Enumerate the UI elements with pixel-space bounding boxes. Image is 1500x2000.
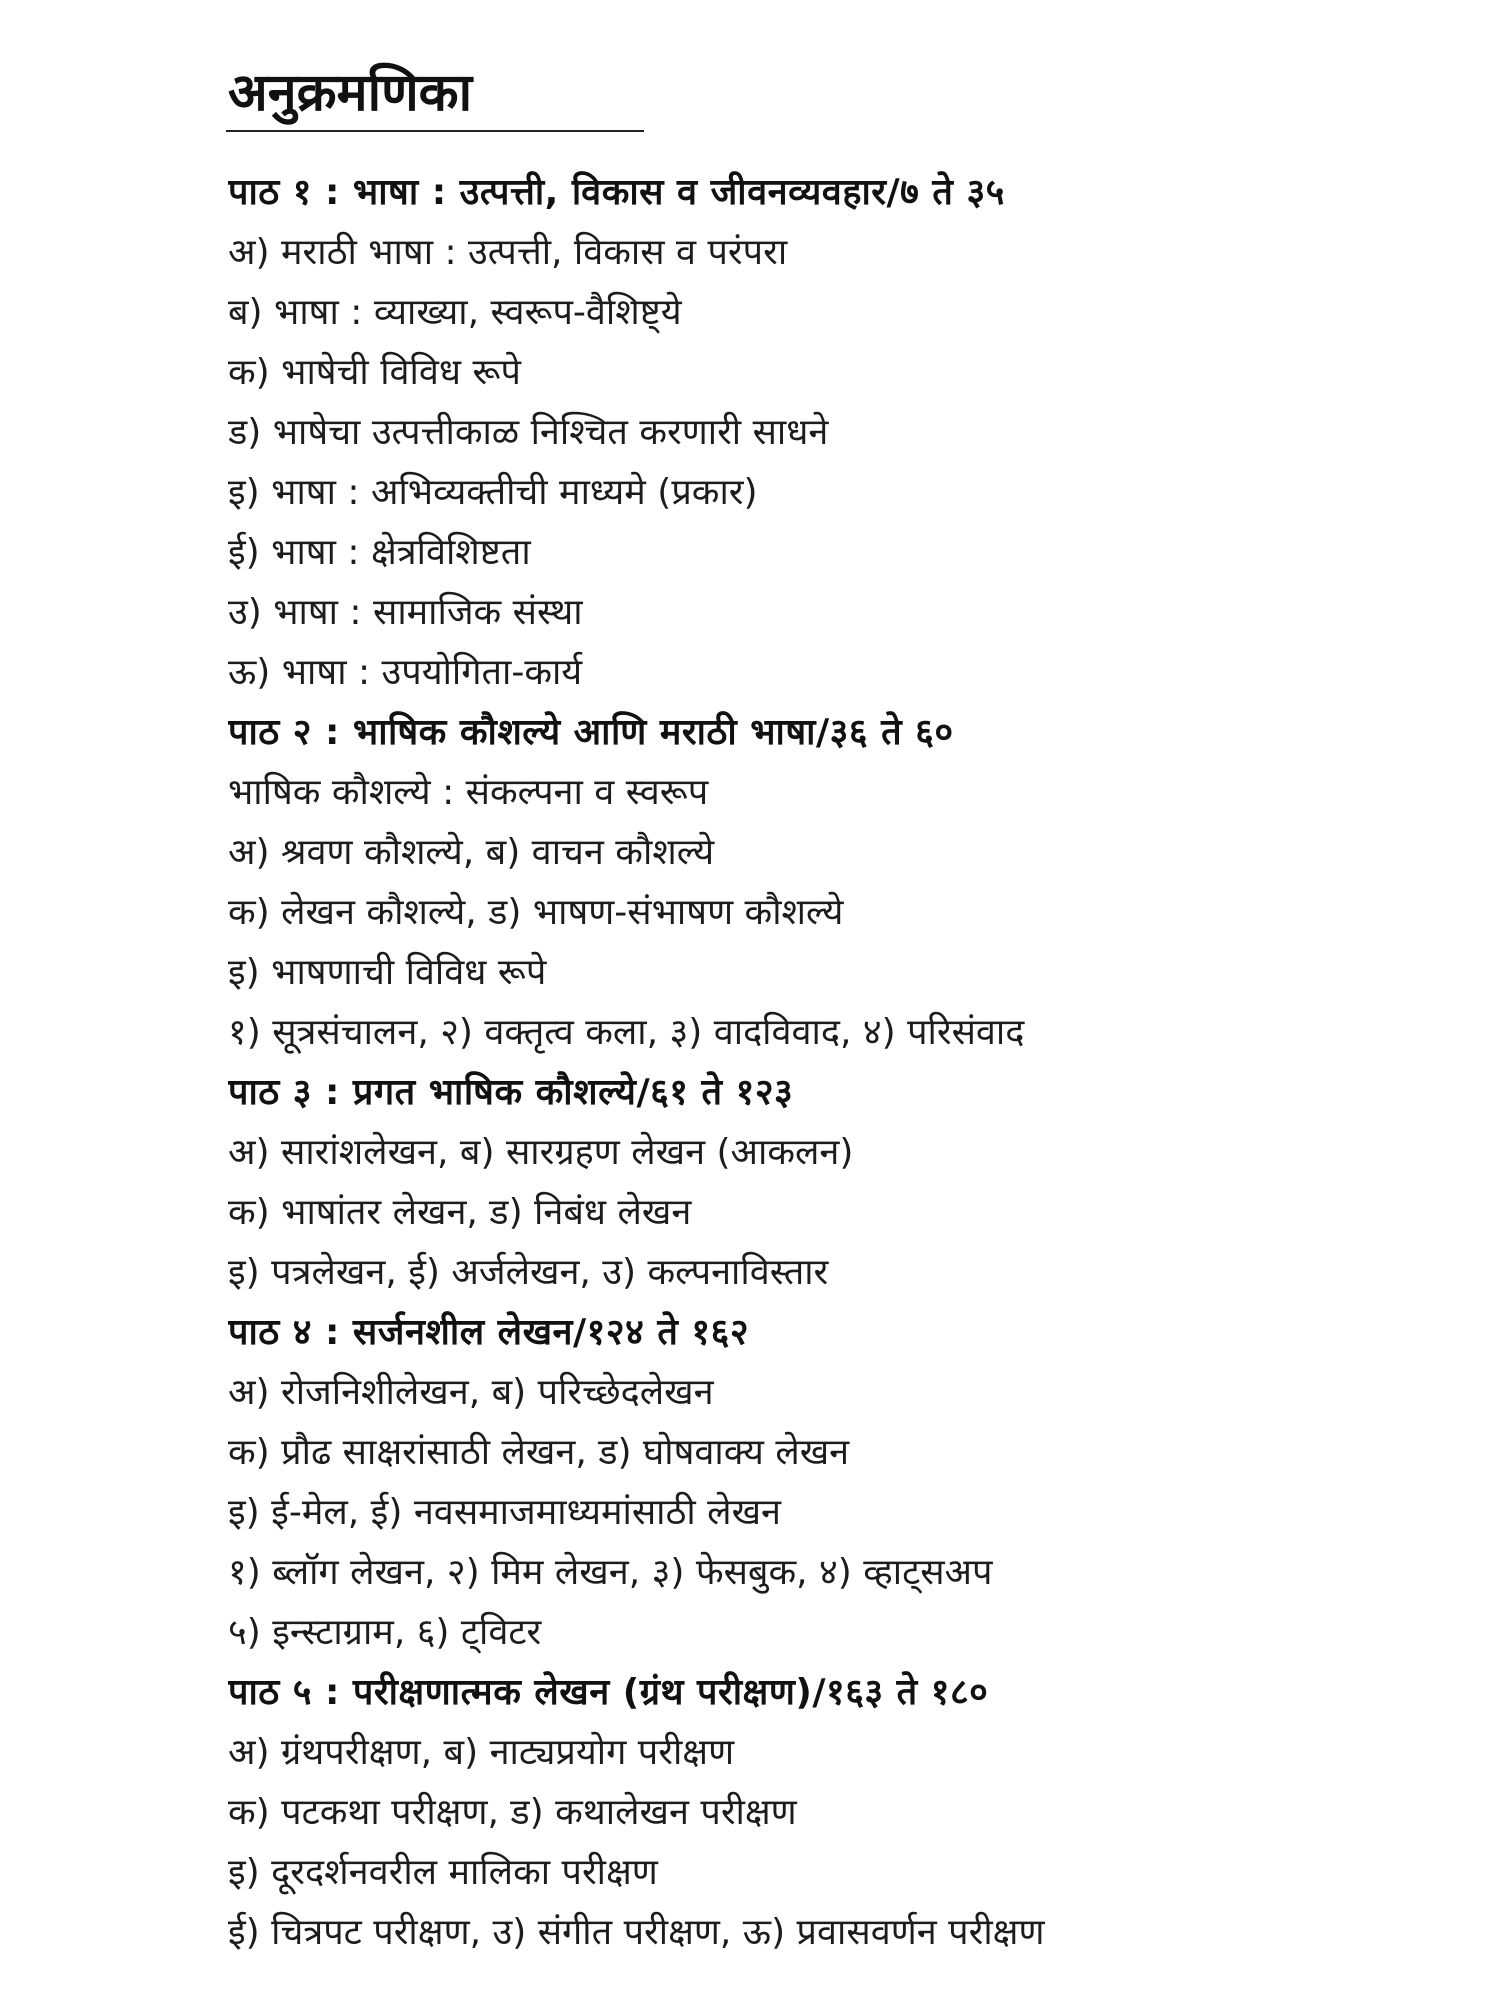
toc-entry: अ) मराठी भाषा : उत्पत्ती, विकास व परंपरा (228, 232, 788, 273)
toc-entry: उ) भाषा : सामाजिक संस्था (228, 592, 583, 633)
toc-entry: इ) पत्रलेखन, ई) अर्जलेखन, उ) कल्पनाविस्तार (228, 1252, 829, 1293)
toc-entry: इ) ई-मेल, ई) नवसमाजमाध्यमांसाठी लेखन (228, 1492, 782, 1533)
toc-entry: अ) रोजनिशीलेखन, ब) परिच्छेदलेखन (228, 1372, 714, 1413)
toc-entry: इ) दूरदर्शनवरील मालिका परीक्षण (228, 1852, 658, 1893)
chapter-heading: पाठ ५ : परीक्षणात्मक लेखन (ग्रंथ परीक्षण)/१६३ ते १८० (228, 1672, 989, 1713)
toc-entry: ई) चित्रपट परीक्षण, उ) संगीत परीक्षण, ऊ) प्रवासवर्णन परीक्षण (228, 1912, 1045, 1953)
toc-entry: इ) भाषा : अभिव्यक्तीची माध्यमे (प्रकार) (228, 472, 758, 513)
chapter-heading: पाठ १ : भाषा : उत्पत्ती, विकास व जीवनव्यवहार/७ ते ३५ (228, 172, 1005, 213)
toc-entry: क) भाषांतर लेखन, ड) निबंध लेखन (228, 1192, 692, 1233)
toc-entry: अ) ग्रंथपरीक्षण, ब) नाट्यप्रयोग परीक्षण (228, 1732, 735, 1773)
toc-entry: क) पटकथा परीक्षण, ड) कथालेखन परीक्षण (228, 1792, 797, 1833)
title-underline (226, 130, 644, 132)
toc-entry: ५) इन्स्टाग्राम, ६) ट्विटर (228, 1612, 542, 1653)
toc-entry: ऊ) भाषा : उपयोगिता-कार्य (228, 652, 583, 693)
page-title: अनुक्रमणिका (228, 63, 473, 123)
toc-entry: क) लेखन कौशल्ये, ड) भाषण-संभाषण कौशल्ये (228, 892, 844, 933)
toc-entry: १) सूत्रसंचालन, २) वक्तृत्व कला, ३) वादविवाद, ४) परिसंवाद (228, 1012, 1025, 1053)
table-of-contents (228, 163, 1478, 1963)
toc-entry: ब) भाषा : व्याख्या, स्वरूप-वैशिष्ट्ये (228, 292, 682, 333)
chapter-heading: पाठ २ : भाषिक कौशल्ये आणि मराठी भाषा/३६ ते ६० (228, 712, 954, 753)
toc-entry: १) ब्लॉग लेखन, २) मिम लेखन, ३) फेसबुक, ४) व्हाट्सअप (228, 1552, 993, 1593)
toc-entry: अ) सारांशलेखन, ब) सारग्रहण लेखन (आकलन) (228, 1132, 854, 1173)
toc-entry: अ) श्रवण कौशल्ये, ब) वाचन कौशल्ये (228, 832, 715, 873)
chapter-heading: पाठ ३ : प्रगत भाषिक कौशल्ये/६१ ते १२३ (228, 1072, 794, 1113)
toc-entry: ई) भाषा : क्षेत्रविशिष्टता (228, 532, 531, 573)
toc-entry: क) प्रौढ साक्षरांसाठी लेखन, ड) घोषवाक्य लेखन (228, 1432, 850, 1473)
toc-entry: ड) भाषेचा उत्पत्तीकाळ निश्चित करणारी साधने (228, 412, 829, 453)
chapter-heading: पाठ ४ : सर्जनशील लेखन/१२४ ते १६२ (228, 1312, 750, 1353)
toc-entry: क) भाषेची विविध रूपे (228, 352, 521, 393)
toc-entry: इ) भाषणाची विविध रूपे (228, 952, 547, 993)
toc-entry: भाषिक कौशल्ये : संकल्पना व स्वरूप (228, 772, 709, 813)
